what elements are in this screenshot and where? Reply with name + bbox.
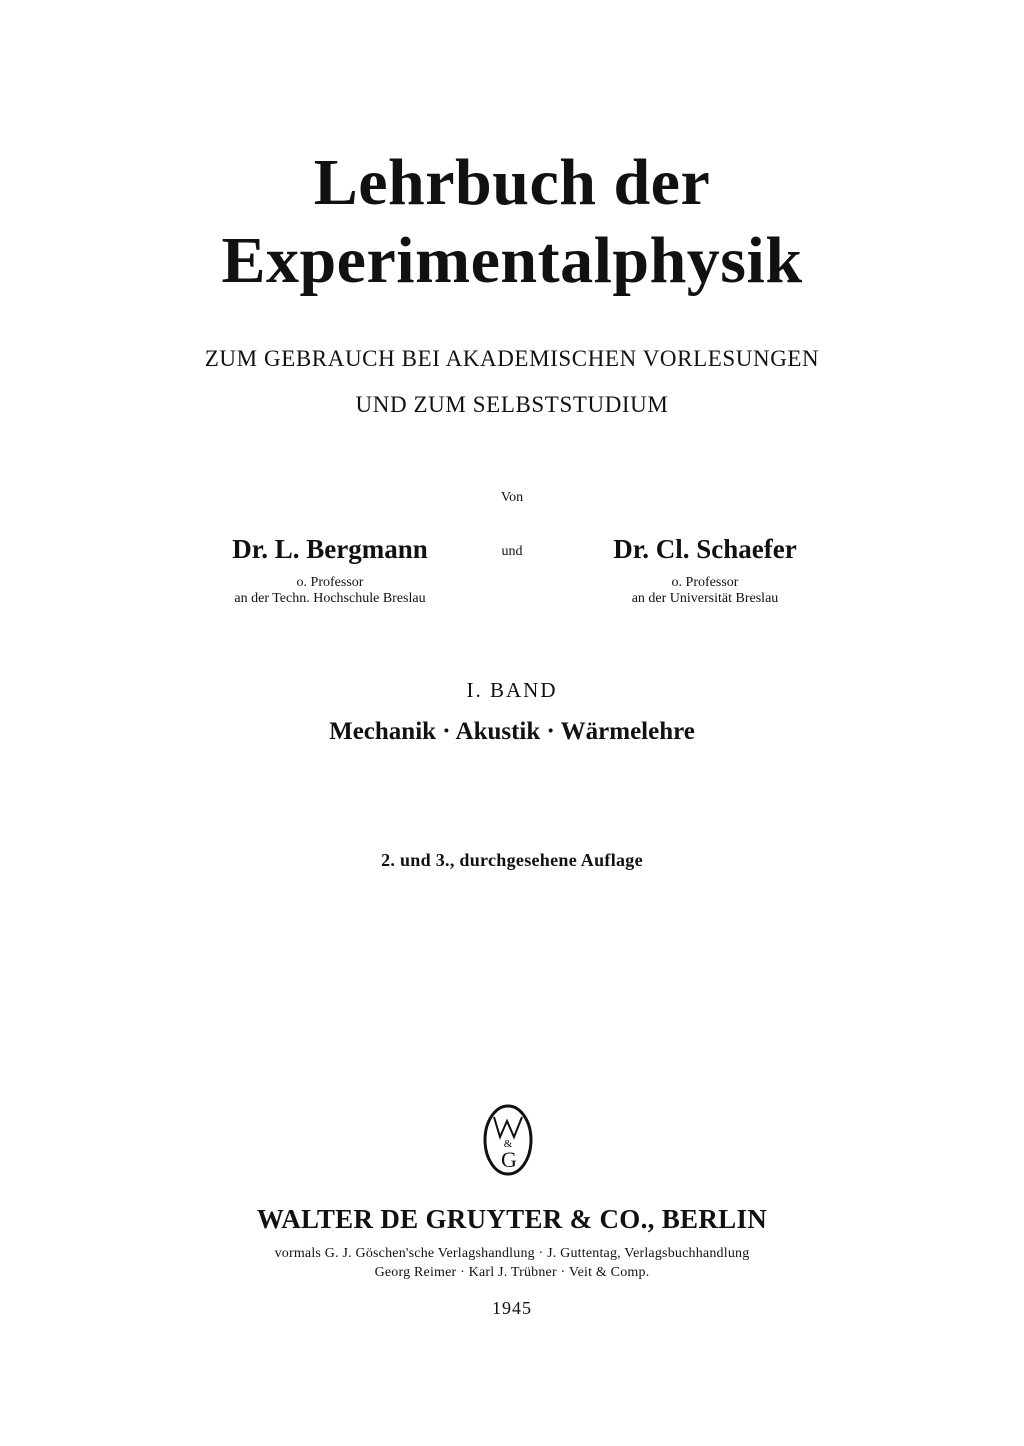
w-and-g-monogram-icon <box>482 1103 534 1177</box>
svg-text:&: & <box>503 1138 513 1150</box>
author-connector: und <box>501 544 523 559</box>
volume-topics: Mechanik · Akustik · Wärmelehre <box>329 718 695 745</box>
author-1-title: o. Professor <box>296 575 364 590</box>
author-1-affiliation: an der Techn. Hochschule Breslau <box>234 591 426 606</box>
author-1-name: Dr. L. Bergmann <box>232 534 428 564</box>
book-title-line-1: Lehrbuch der <box>313 146 711 219</box>
book-title-line-2: Experimentalphysik <box>221 224 803 297</box>
publisher-formerly-line-2: Georg Reimer · Karl J. Trübner · Veit & Comp. <box>374 1265 650 1280</box>
publication-year: 1945 <box>492 1298 532 1318</box>
publisher-name: WALTER DE GRUYTER & CO., BERLIN <box>256 1204 768 1234</box>
author-2-title: o. Professor <box>671 575 739 590</box>
author-2-name: Dr. Cl. Schaefer <box>613 534 797 564</box>
publisher-formerly-line-1: vormals G. J. Göschen'sche Verlagshandlung · J. Guttentag, Verlagsbuchhandlung <box>274 1246 750 1261</box>
volume-label: I. BAND <box>466 678 558 702</box>
author-2-affiliation: an der Universität Breslau <box>631 591 779 606</box>
author-2 <box>555 534 855 607</box>
svg-text:G: G <box>501 1147 517 1172</box>
edition: 2. und 3., durchgesehene Auflage <box>381 850 643 870</box>
subtitle-line-2: UND ZUM SELBSTSTUDIUM <box>355 392 669 417</box>
by-label: Von <box>500 490 524 505</box>
subtitle-line-1: ZUM GEBRAUCH BEI AKADEMISCHEN VORLESUNGEN <box>204 346 820 371</box>
